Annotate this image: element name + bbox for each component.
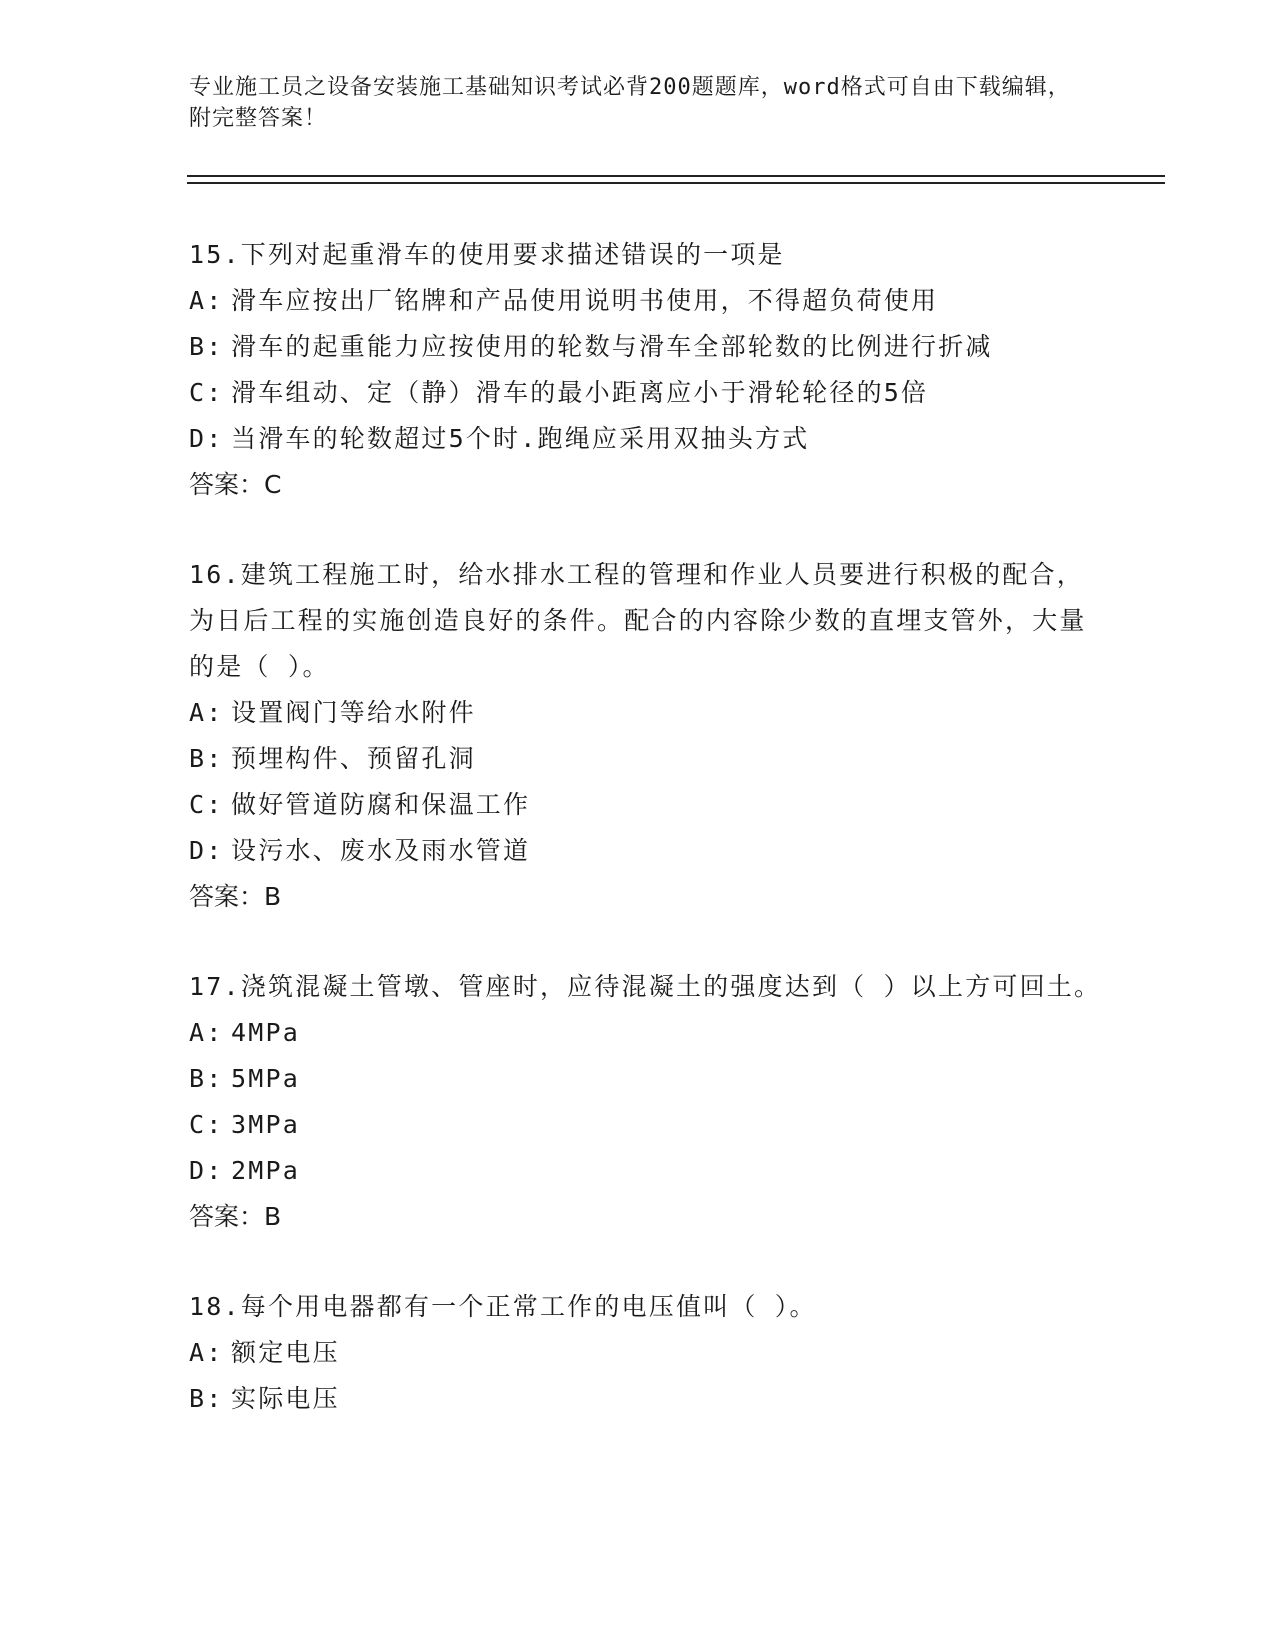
option-key: D: xyxy=(189,424,224,453)
option-text: 设污水、废水及雨水管道 xyxy=(231,836,531,865)
option-c xyxy=(189,1102,1109,1148)
question-15 xyxy=(189,232,1109,508)
option-c xyxy=(189,782,1109,828)
question-stem: 15.下列对起重滑车的使用要求描述错误的一项是 xyxy=(189,240,785,269)
option-text: 额定电压 xyxy=(231,1338,340,1367)
option-key: C: xyxy=(189,1110,224,1139)
option-a xyxy=(189,1330,1109,1376)
option-b xyxy=(189,324,1109,370)
question-stem: 18.每个用电器都有一个正常工作的电压值叫（ ）。 xyxy=(189,1292,817,1321)
option-b xyxy=(189,736,1109,782)
option-text: 滑车的起重能力应按使用的轮数与滑车全部轮数的比例进行折减 xyxy=(231,332,993,361)
option-key: C: xyxy=(189,378,224,407)
document-header: 专业施工员之设备安装施工基础知识考试必背200题题库，word格式可自由下载编辑，附完整答案！ xyxy=(189,75,1071,131)
option-key: D: xyxy=(189,836,224,865)
option-d xyxy=(189,416,1109,462)
option-text: 3MPa xyxy=(231,1110,301,1139)
option-text: 当滑车的轮数超过5个时.跑绳应采用双抽头方式 xyxy=(231,424,810,453)
option-key: A: xyxy=(189,698,224,727)
option-text: 实际电压 xyxy=(231,1384,340,1413)
option-text: 4MPa xyxy=(231,1018,301,1047)
option-a xyxy=(189,278,1109,324)
option-key: A: xyxy=(189,1338,224,1367)
answer-line: 答案：B xyxy=(189,882,282,911)
answer-line: 答案：C xyxy=(189,470,282,499)
option-key: B: xyxy=(189,1064,224,1093)
option-key: A: xyxy=(189,1018,224,1047)
question-16 xyxy=(189,552,1109,920)
option-d xyxy=(189,828,1109,874)
question-list xyxy=(189,232,1109,1466)
option-key: A: xyxy=(189,286,224,315)
question-stem: 16.建筑工程施工时，给水排水工程的管理和作业人员要进行积极的配合，为日后工程的实施创造良好的条件。配合的内容除少数的直埋支管外，大量的是（ ）。 xyxy=(189,560,1087,681)
option-text: 滑车组动、定（静）滑车的最小距离应小于滑轮轮径的5倍 xyxy=(231,378,929,407)
option-text: 5MPa xyxy=(231,1064,301,1093)
header-divider-bottom xyxy=(187,182,1165,184)
answer-line: 答案：B xyxy=(189,1202,282,1231)
option-key: B: xyxy=(189,1384,224,1413)
question-17 xyxy=(189,964,1109,1240)
option-c xyxy=(189,370,1109,416)
option-d xyxy=(189,1148,1109,1194)
option-key: D: xyxy=(189,1156,224,1185)
option-b xyxy=(189,1376,1109,1422)
option-text: 滑车应按出厂铭牌和产品使用说明书使用，不得超负荷使用 xyxy=(231,286,939,315)
option-text: 2MPa xyxy=(231,1156,301,1185)
option-key: C: xyxy=(189,790,224,819)
option-key: B: xyxy=(189,744,224,773)
option-a xyxy=(189,690,1109,736)
option-a xyxy=(189,1010,1109,1056)
header-divider-top xyxy=(187,175,1165,177)
option-key: B: xyxy=(189,332,224,361)
option-text: 预埋构件、预留孔洞 xyxy=(231,744,476,773)
question-18 xyxy=(189,1284,1109,1422)
option-b xyxy=(189,1056,1109,1102)
option-text: 设置阀门等给水附件 xyxy=(231,698,476,727)
question-stem: 17.浇筑混凝土管墩、管座时，应待混凝土的强度达到（ ）以上方可回土。 xyxy=(189,972,1102,1001)
option-text: 做好管道防腐和保温工作 xyxy=(231,790,531,819)
